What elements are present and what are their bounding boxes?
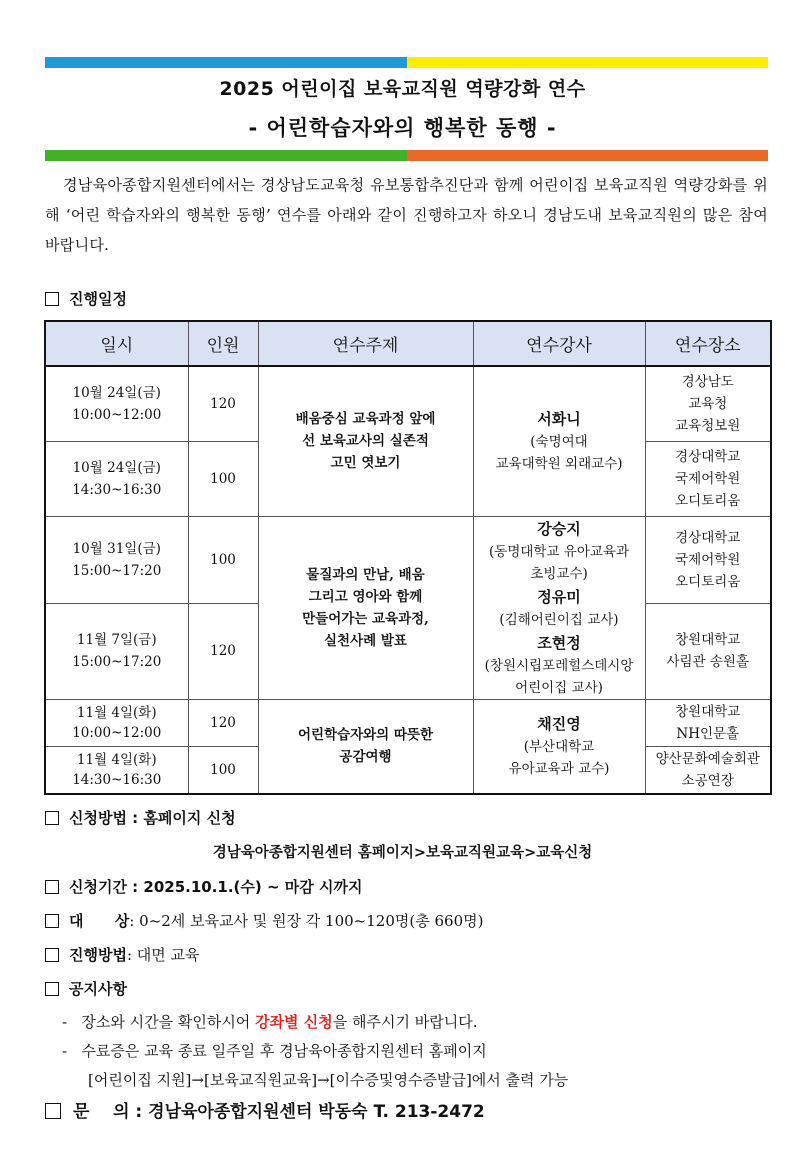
- topic-line: 그리고 영아와 함께: [308, 588, 423, 605]
- topic-line: 고민 엿보기: [330, 455, 401, 472]
- section-apply-period: [45, 876, 362, 897]
- checkbox-icon: [45, 914, 59, 928]
- cell-datetime: [45, 699, 188, 746]
- intro-paragraph: [45, 170, 768, 260]
- apply-method-text: 신청방법 : 홈페이지 신청: [69, 809, 236, 827]
- section-apply-method: [45, 807, 236, 828]
- header-place: 연수장소: [645, 321, 771, 366]
- cell-place: [645, 366, 771, 441]
- checkbox-icon: [45, 880, 59, 894]
- topic-line: 만들어가는 교육과정,: [302, 610, 429, 627]
- top-color-bar: [45, 57, 768, 68]
- instructor-name: 서화니: [537, 410, 581, 429]
- instructor-affiliation: (창원시립포레힐스데시앙: [484, 657, 634, 674]
- instructor-name: 강승지: [537, 519, 581, 538]
- checkbox-icon: [45, 1103, 61, 1119]
- target-value: : 0~2세 보육교사 및 원장 각 100~120명(총 660명): [129, 912, 484, 930]
- schedule-heading: 진행일정: [69, 290, 127, 308]
- time-text: 15:00~17:20: [72, 562, 162, 579]
- intro-text: 경남육아종합지원센터에서는 경상남도교육청 유보통합추진단과 함께 어린이집 보육교직원 역량강화를 위해 ‘어린 학습자와의 행복한 동행’ 연수를 아래와 같이 진행하고자 하오니 경남도내 보육교직원의 많은 참여 바랍니다.: [45, 176, 768, 254]
- cell-topic: [258, 699, 473, 794]
- place-line: 오디토리움: [675, 492, 741, 509]
- cell-instructor: [473, 699, 645, 794]
- target-label: 대 상: [69, 912, 130, 930]
- header-count: 인원: [188, 321, 258, 366]
- notice-highlight: 강좌별 신청: [255, 1013, 333, 1031]
- place-line: 소공연장: [681, 772, 734, 789]
- place-line: 교육청보원: [675, 417, 741, 434]
- place-line: 경상대학교: [675, 448, 741, 465]
- place-line: 국제어학원: [675, 551, 741, 568]
- topic-line: 실천사례 발표: [324, 632, 407, 649]
- schedule-table: [44, 320, 772, 795]
- top-bar-yellow: [407, 57, 769, 68]
- time-text: 14:30~16:30: [72, 771, 162, 788]
- section-schedule: [45, 288, 127, 309]
- table-row: [45, 366, 771, 441]
- bottom-bar-green: [45, 150, 407, 161]
- date-text: 11월 4일(화): [76, 751, 157, 768]
- topic-line: 선 보육교사의 실존적: [302, 433, 429, 450]
- notice-item-2-path: [어린이집 지원]→[보육교직원교육]→[이수증및영수증발급]에서 출력 가능: [88, 1071, 569, 1089]
- place-line: 창원대학교: [675, 703, 741, 720]
- place-line: 창원대학교: [675, 632, 741, 648]
- place-line: NH인문홀: [676, 725, 740, 742]
- instructor-name: 채진영: [537, 715, 581, 734]
- cell-topic: [258, 516, 473, 699]
- notice-text: - 장소와 시간을 확인하시어: [62, 1013, 256, 1031]
- table-row: [45, 699, 771, 746]
- place-line: 국제어학원: [675, 470, 741, 487]
- date-text: 10월 24일(금): [72, 384, 161, 401]
- instructor-affiliation: 교육대학원 외래교수): [495, 456, 623, 473]
- checkbox-icon: [45, 811, 59, 825]
- date-text: 11월 7일(금): [76, 632, 157, 648]
- time-text: 10:00~12:00: [72, 406, 162, 423]
- instructor-affiliation: 어린이집 교사): [515, 679, 603, 696]
- topic-line: 공감여행: [339, 749, 392, 766]
- date-text: 10월 24일(금): [72, 459, 161, 476]
- place-line: 경상남도: [681, 373, 734, 390]
- topic-line: 물질과의 만남, 배움: [306, 566, 425, 583]
- cell-datetime: [45, 516, 188, 603]
- apply-path: 경남육아종합지원센터 홈페이지>보육교직원교육>교육신청: [212, 845, 593, 861]
- checkbox-icon: [45, 982, 59, 996]
- notice-heading: 공지사항: [69, 980, 127, 998]
- checkbox-icon: [45, 292, 59, 306]
- cell-place: [645, 699, 771, 746]
- instructor-affiliation: 유아교육과 교수): [508, 761, 610, 778]
- instructor-affiliation: (부산대학교: [523, 739, 595, 756]
- time-text: 15:00~17:20: [72, 654, 162, 670]
- cell-place: [645, 746, 771, 794]
- cell-place: [645, 516, 771, 603]
- cell-instructor: [473, 516, 645, 699]
- cell-instructor: [473, 366, 645, 516]
- section-notice: [45, 978, 127, 999]
- instructor-affiliation: 초빙교수): [530, 565, 588, 582]
- cell-count: 100: [188, 441, 258, 516]
- title-line-1: 2025 어린이집 보육교직원 역량강화 연수: [219, 78, 586, 100]
- cell-count: 100: [188, 516, 258, 603]
- contact-line: [45, 1097, 485, 1122]
- notice-text: 을 해주시기 바랍니다.: [332, 1013, 478, 1031]
- instructor-name: 조현정: [537, 633, 581, 652]
- header-topic: 연수주제: [258, 321, 473, 366]
- cell-count: 120: [188, 603, 258, 699]
- place-line: 교육청: [688, 395, 728, 412]
- table-header-row: [45, 321, 771, 366]
- place-line: 사림관 송원홀: [666, 654, 750, 670]
- header-date: 일시: [45, 321, 188, 366]
- notice-item-1: [62, 1011, 477, 1032]
- instructor-name: 정유미: [537, 587, 581, 606]
- topic-line: 어린학습자와의 따뜻한: [297, 727, 434, 744]
- cell-count: 120: [188, 699, 258, 746]
- notice-item-2: - 수료증은 교육 종료 일주일 후 경남육아종합지원센터 홈페이지: [62, 1042, 487, 1060]
- place-line: 오디토리움: [675, 573, 741, 590]
- bottom-bar-orange: [407, 150, 769, 161]
- apply-period-text: 신청기간 : 2025.10.1.(수) ~ 마감 시까지: [69, 878, 363, 896]
- topic-line: 배움중심 교육과정 앞에: [295, 411, 436, 428]
- checkbox-icon: [45, 948, 59, 962]
- header-instructor: 연수강사: [473, 321, 645, 366]
- instructor-affiliation: (김해어린이집 교사): [499, 611, 619, 628]
- cell-place: [645, 603, 771, 699]
- mode-label: 진행방법: [69, 946, 127, 964]
- title-line-2: - 어린학습자와의 행복한 동행 -: [248, 116, 557, 140]
- time-text: 14:30~16:30: [72, 481, 162, 498]
- cell-datetime: [45, 366, 188, 441]
- place-line: 양산문화예술회관: [655, 750, 760, 767]
- cell-count: 120: [188, 366, 258, 441]
- instructor-affiliation: (동명대학교 유아교육과: [489, 543, 629, 560]
- cell-place: [645, 441, 771, 516]
- section-target: [45, 910, 483, 931]
- time-text: 10:00~12:00: [72, 724, 162, 741]
- cell-count: 100: [188, 746, 258, 794]
- contact-text: 문 의 : 경남육아종합지원센터 박동숙 T. 213-2472: [73, 1102, 485, 1122]
- cell-datetime: [45, 441, 188, 516]
- place-line: 경상대학교: [675, 529, 741, 546]
- date-text: 10월 31일(금): [72, 540, 161, 557]
- instructor-affiliation: (숙명여대: [530, 434, 588, 451]
- date-text: 11월 4일(화): [76, 704, 157, 721]
- top-bar-blue: [45, 57, 407, 68]
- cell-datetime: [45, 746, 188, 794]
- table-row: [45, 516, 771, 603]
- cell-topic: [258, 366, 473, 516]
- mode-value: : 대면 교육: [126, 946, 200, 964]
- bottom-color-bar: [45, 150, 768, 161]
- section-mode: [45, 944, 200, 965]
- cell-datetime: [45, 603, 188, 699]
